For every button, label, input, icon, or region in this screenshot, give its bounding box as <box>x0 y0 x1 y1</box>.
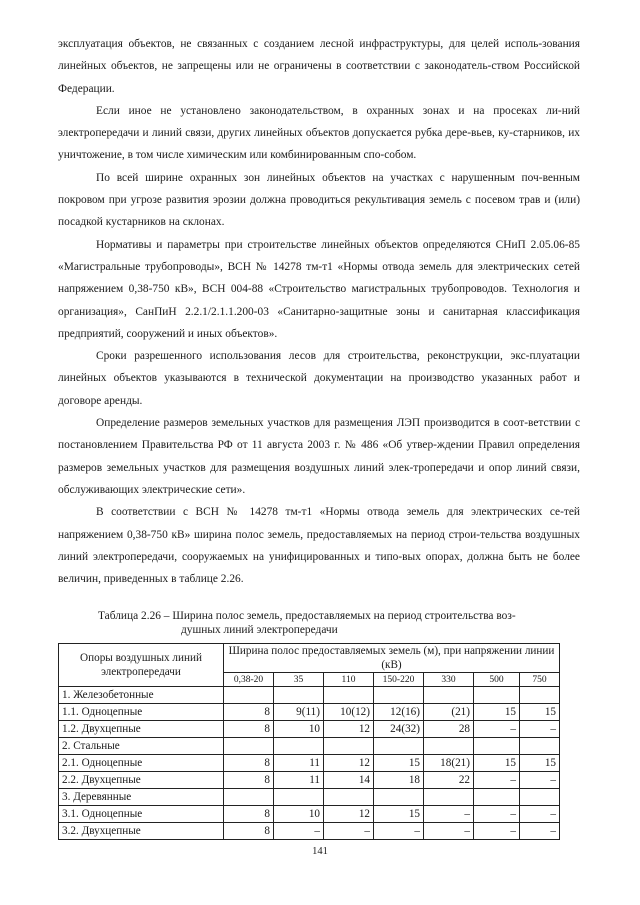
table-cell: – <box>424 806 474 823</box>
table-cell <box>520 738 560 755</box>
row-label: 2.1. Одноцепные <box>59 755 224 772</box>
table-cell <box>424 738 474 755</box>
table-cell: 10 <box>274 721 324 738</box>
table-cell: 9(11) <box>274 704 324 721</box>
table-cell: 8 <box>224 721 274 738</box>
table-cell <box>224 738 274 755</box>
table-cell <box>224 789 274 806</box>
table-cell: – <box>474 772 520 789</box>
voltage-header: 35 <box>274 673 324 687</box>
table-cell: 18 <box>374 772 424 789</box>
table-cell <box>324 738 374 755</box>
table-header-row <box>59 644 560 673</box>
table-cell <box>474 687 520 704</box>
table-cell: – <box>520 772 560 789</box>
table-cell <box>324 687 374 704</box>
table-group-row <box>59 738 560 755</box>
table-cell: – <box>324 823 374 840</box>
caption-line-1: Таблица 2.26 – Ширина полос земель, предоставляемых на период строительства воз- <box>98 610 516 622</box>
table-cell: 12 <box>324 721 374 738</box>
paragraph: В соответствии с ВСН № 14278 тм-т1 «Нормы отвода земель для электрических се-тей напряжением 0,38-750 кВ» ширина полос земель, предоставляемых на период строи-тельства воздушных линий электропередачи, сооружаемых на унифицированных и типо-вых опорах, должна быть не более величин, приведенных в таблице 2.26. <box>58 506 580 586</box>
table-cell: 12 <box>324 755 374 772</box>
table-cell <box>274 738 324 755</box>
paragraph: По всей ширине охранных зон линейных объектов на участках с нарушенным поч-венным покровом при угрозе развития эрозии должна проводиться рекультивация земель с посевом трав и (или) посадкой кустарников на склонах. <box>58 171 580 229</box>
table-cell <box>474 789 520 806</box>
table-cell: – <box>474 806 520 823</box>
table-cell: 15 <box>374 806 424 823</box>
table-cell: – <box>274 823 324 840</box>
paragraph: Определение размеров земельных участков для размещения ЛЭП производится в соот-ветствии с постановлением Правительства РФ от 11 августа 2003 г. № 486 «Об утвер-ждении Правил определения размеров земельных участков для размещения воздушных линий элек-тропередачи и опор линий связи, обслуживающих электрические сети». <box>58 417 580 496</box>
table-cell <box>520 789 560 806</box>
land-width-table <box>58 643 560 840</box>
header-width: Ширина полос предоставляемых земель (м), при напряжении линии (кВ) <box>224 644 560 673</box>
table-caption <box>98 609 580 638</box>
table-cell: 8 <box>224 772 274 789</box>
table-cell <box>424 687 474 704</box>
table-cell: – <box>374 823 424 840</box>
row-label: 3.2. Двухцепные <box>59 823 224 840</box>
table-cell <box>224 687 274 704</box>
table-cell: 8 <box>224 823 274 840</box>
table-cell: 11 <box>274 772 324 789</box>
table-cell <box>324 789 374 806</box>
table-cell: 14 <box>324 772 374 789</box>
table-cell: 10 <box>274 806 324 823</box>
voltage-header: 150-220 <box>374 673 424 687</box>
table-cell: 18(21) <box>424 755 474 772</box>
paragraph: Если иное не установлено законодательством, в охранных зонах и на просеках ли-ний электропередачи и линий связи, других линейных объектов допускается рубка дере-вьев, ку-старников, их уничтожение, в том числе химическим или комбинированным спо-собом. <box>58 104 580 162</box>
table-cell: (21) <box>424 704 474 721</box>
table-cell: 8 <box>224 704 274 721</box>
table-cell: 12(16) <box>374 704 424 721</box>
table-cell: – <box>520 806 560 823</box>
table-row <box>59 772 560 789</box>
row-label: 3.1. Одноцепные <box>59 806 224 823</box>
voltage-header: 500 <box>474 673 520 687</box>
table-cell: 22 <box>424 772 474 789</box>
paragraph: эксплуатация объектов, не связанных с созданием лесной инфраструктуры, для целей исполь-зования линейных объектов, не запрещены или не ограничены в соответствии с законодатель-ством Российской Федерации. <box>58 38 580 95</box>
voltage-header: 110 <box>324 673 374 687</box>
table-cell: – <box>424 823 474 840</box>
voltage-header: 330 <box>424 673 474 687</box>
table-cell: 15 <box>474 755 520 772</box>
table-cell: 15 <box>474 704 520 721</box>
table-row <box>59 704 560 721</box>
table-cell: 12 <box>324 806 374 823</box>
table-cell: 15 <box>520 704 560 721</box>
row-label: 1.2. Двухцепные <box>59 721 224 738</box>
page-number: 141 <box>312 846 328 857</box>
table-cell <box>374 687 424 704</box>
table-cell: – <box>520 823 560 840</box>
table-cell: – <box>474 721 520 738</box>
row-label: 1.1. Одноцепные <box>59 704 224 721</box>
table-cell: 28 <box>424 721 474 738</box>
table-row <box>59 755 560 772</box>
table-row <box>59 806 560 823</box>
table-cell: 11 <box>274 755 324 772</box>
table-group-row <box>59 687 560 704</box>
table-row <box>59 823 560 840</box>
paragraph: Сроки разрешенного использования лесов для строительства, реконструкции, экс-плуатации линейных объектов указываются в технической документации на производство указанных работ и договоре аренды. <box>58 350 580 407</box>
table-cell: 15 <box>520 755 560 772</box>
voltage-header: 750 <box>520 673 560 687</box>
header-supports: Опоры воздушных линий электропередачи <box>59 644 224 687</box>
table-row <box>59 721 560 738</box>
table-cell <box>274 789 324 806</box>
table-cell <box>474 738 520 755</box>
table-cell <box>274 687 324 704</box>
table-cell <box>374 789 424 806</box>
paragraph: Нормативы и параметры при строительстве линейных объектов определяются СНиП 2.05.06-85 «Магистральные трубопроводы», ВСН № 14278 тм-т1 «Нормы отвода земель для электрических сетей напряжением 0,38-750 кВ», ВСН 004-88 «Строительство магистральных трубопроводов. Технология и организация», СанПиН 2.2.1/2.1.1.200-03 «Санитарно-защитные зоны и санитарная классификация предприятий, сооружений и иных объектов». <box>58 238 580 340</box>
table-cell <box>374 738 424 755</box>
table-cell: 15 <box>374 755 424 772</box>
row-label: 2. Стальные <box>59 738 224 755</box>
body-text <box>58 33 580 590</box>
table-cell: 8 <box>224 755 274 772</box>
table-cell: – <box>520 721 560 738</box>
table-cell <box>424 789 474 806</box>
table-cell: 8 <box>224 806 274 823</box>
table-cell: 10(12) <box>324 704 374 721</box>
row-label: 1. Железобетонные <box>59 687 224 704</box>
voltage-header: 0,38-20 <box>224 673 274 687</box>
table-cell: 24(32) <box>374 721 424 738</box>
table-group-row <box>59 789 560 806</box>
row-label: 3. Деревянные <box>59 789 224 806</box>
table-cell <box>520 687 560 704</box>
caption-line-2: душных линий электропередачи <box>181 624 338 637</box>
table-cell: – <box>474 823 520 840</box>
row-label: 2.2. Двухцепные <box>59 772 224 789</box>
